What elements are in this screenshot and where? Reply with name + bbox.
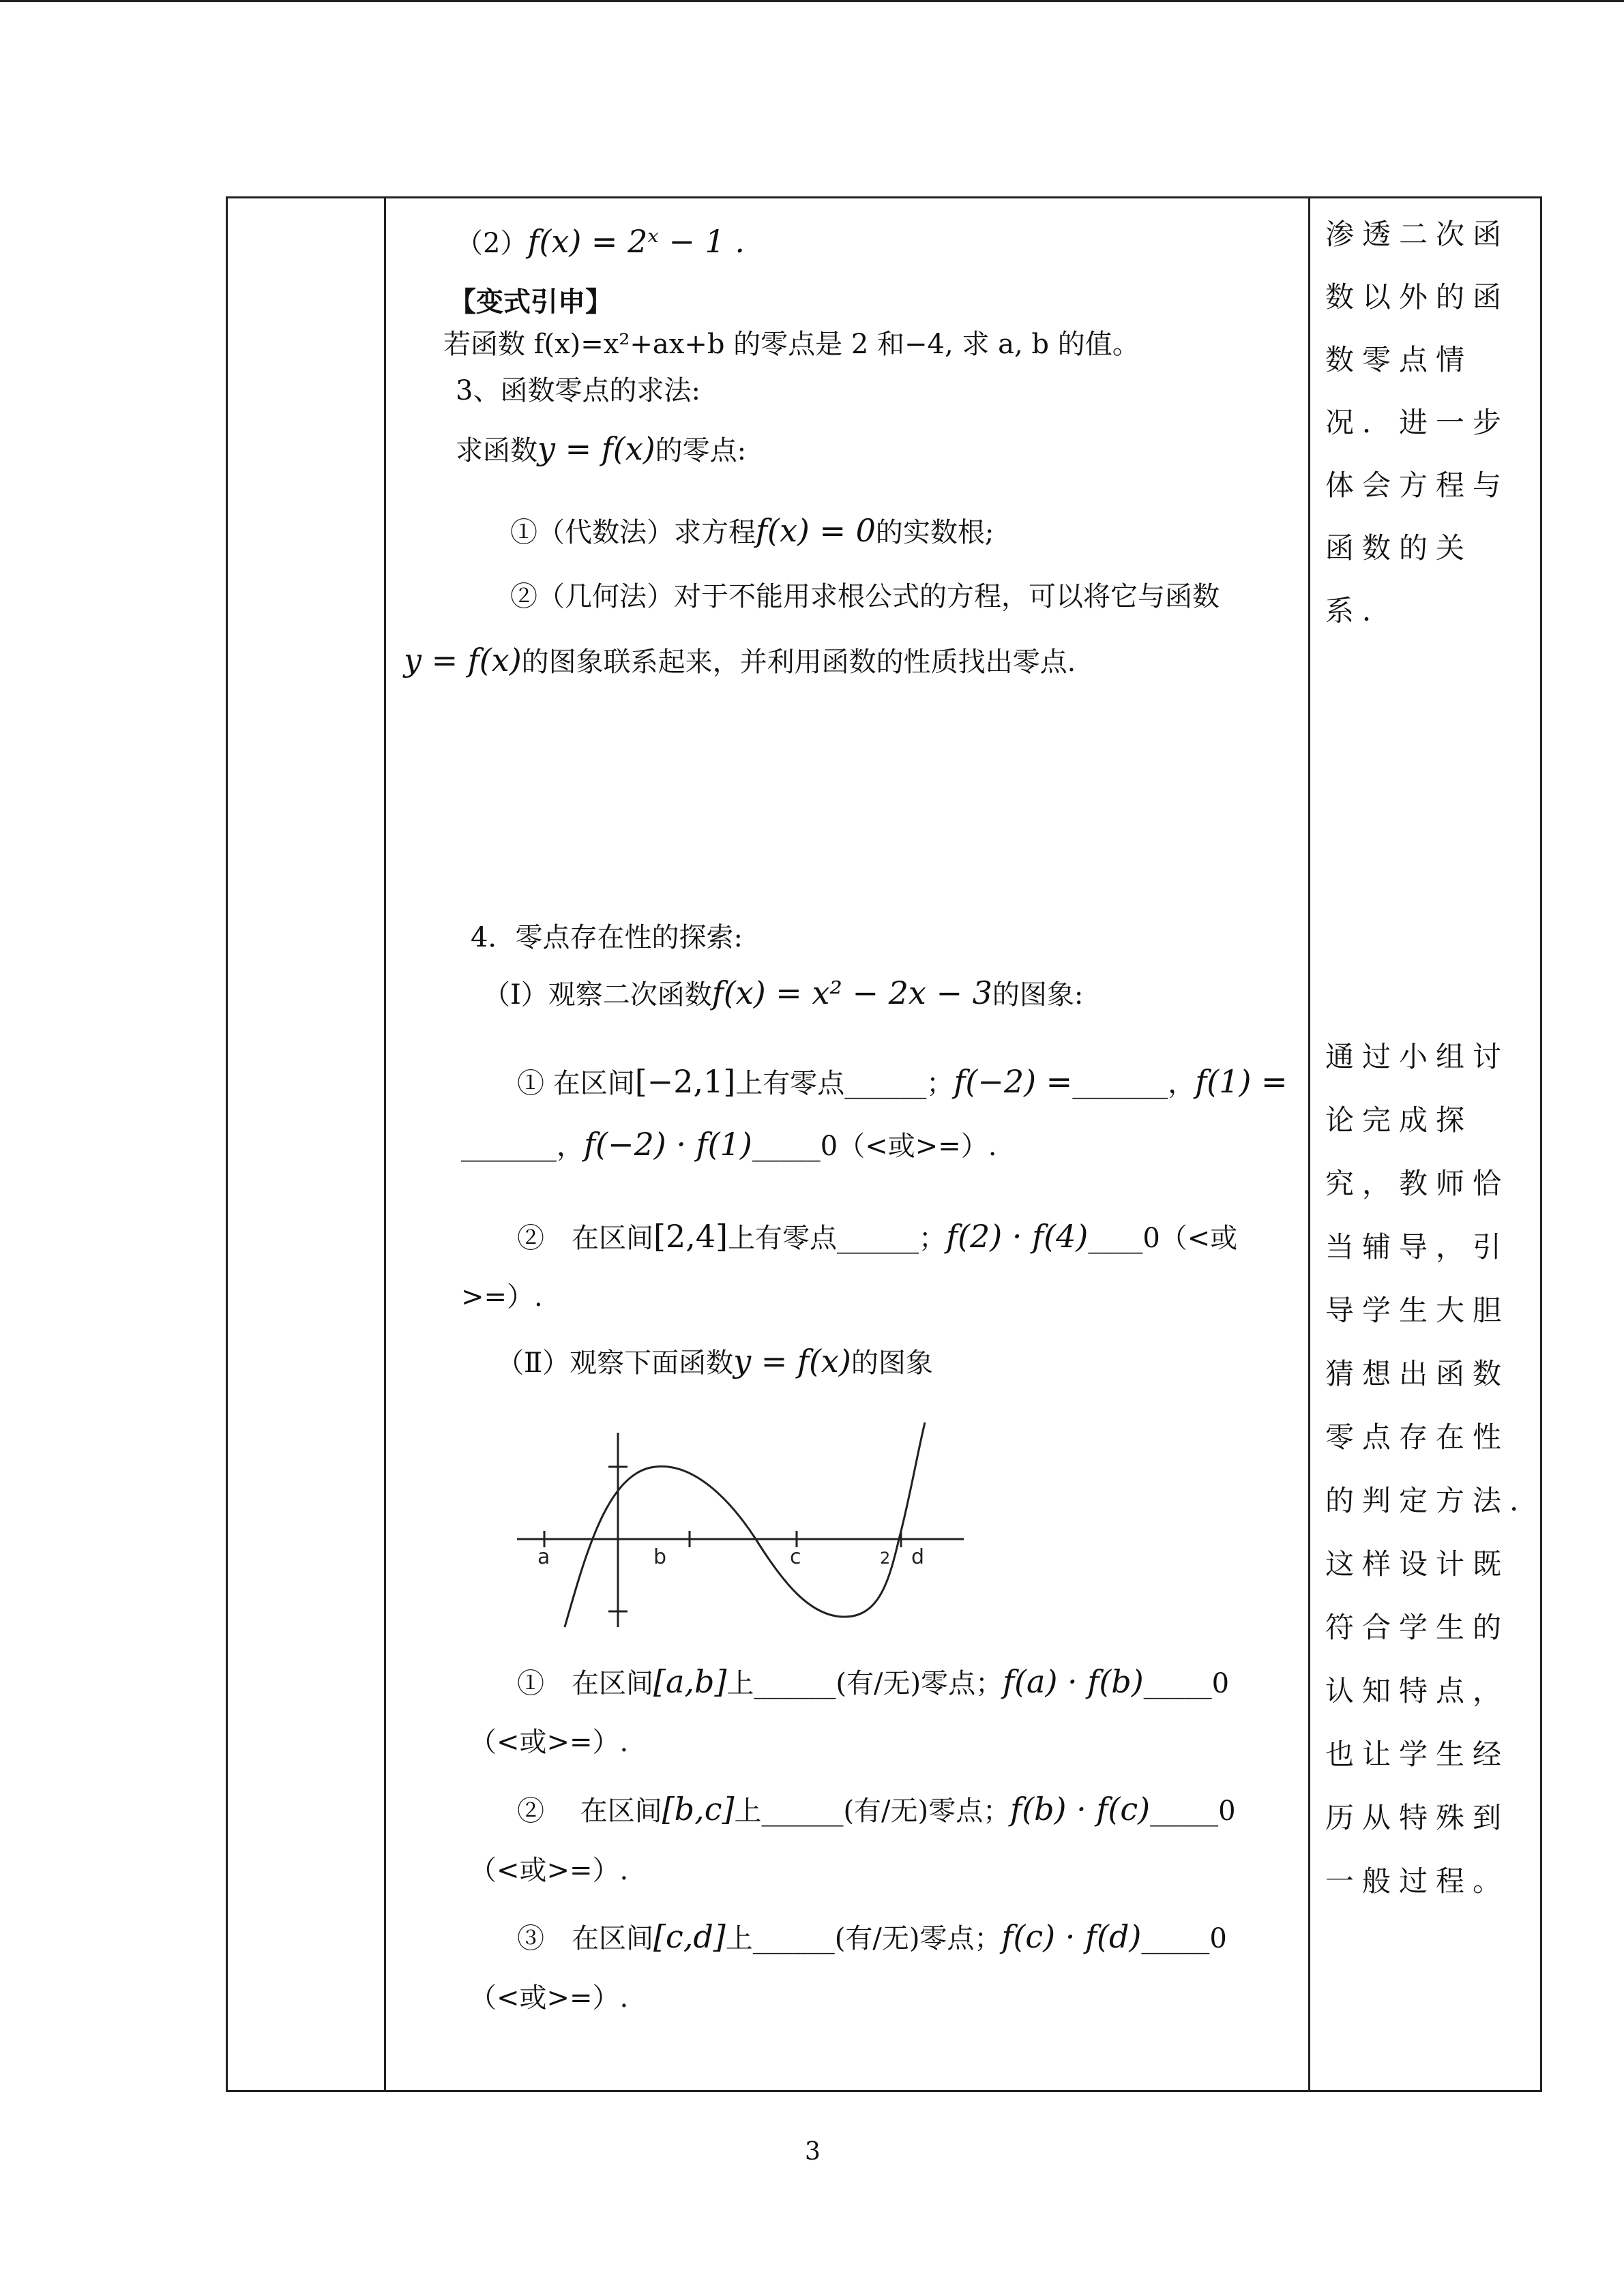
part-2-line: （Ⅱ）观察下面函数y = f(x)的图象 [497,1343,933,1380]
graph-label-c: c [790,1545,801,1569]
r1-interval: [a,b] [653,1663,727,1700]
item-2-formula: f(x) = 2ˣ − 1 . [527,223,745,260]
graph-label-a: a [537,1545,550,1569]
note-2-line: 当辅导，引 [1325,1230,1510,1264]
note-2-line: 一般过程。 [1325,1864,1510,1898]
graph-label-d: d [911,1545,925,1569]
note-2-line: 的判定方法. [1325,1484,1527,1517]
note-2-line: 通过小组讨 [1325,1040,1510,1073]
item-2-label: （2） [456,228,528,259]
row-2-line-2: （<或>=）. [469,1855,629,1886]
row-3-line-1: ③ 在区间[c,d]上______(有/无)零点；f(c) · f(d)_____0 [517,1918,1227,1955]
variant-heading: 【变式引申】 [449,286,612,318]
row-2-line-1: ② 在区间[b,c]上______(有/无)零点；f(b) · f(c)_____0 [517,1791,1236,1828]
intro-formula: y = f(x) [537,430,655,467]
graph-label-b: b [653,1545,667,1569]
top-border-line [0,0,1624,2]
section-3-title: 3、函数零点的求法: [456,375,700,406]
note-2-line: 这样设计既 [1325,1547,1510,1581]
function-graph [517,1419,967,1637]
question-2-line-2: >=）. [461,1281,543,1313]
note-2-line: 猜想出函数 [1325,1357,1510,1390]
r3-product: f(c) · f(d) [1001,1918,1142,1955]
r1-product: f(a) · f(b) [1003,1663,1144,1700]
page-number: 3 [805,2138,821,2166]
item-2-line [456,223,745,260]
note-1-line: 函数的关 [1325,531,1473,565]
question-1-line-2: _______，f(−2) · f(1)_____0（<或>=）. [461,1126,997,1163]
note-2-line: 零点存在性 [1325,1420,1510,1454]
row-3-line-2: （<或>=）. [469,1982,629,2014]
graph-label-2: 2 [880,1549,891,1568]
note-1-line: 况．进一步 [1325,406,1510,439]
note-1-line: 渗透二次函 [1325,218,1510,251]
r2-product: f(b) · f(c) [1010,1791,1151,1828]
main-content-cell [387,198,1308,2090]
note-2-line: 符合学生的 [1325,1611,1510,1644]
q2-interval: [2,4] [653,1218,728,1255]
part-1-formula: f(x) = x² − 2x − 3 [711,974,992,1011]
q1-interval: [−2,1] [634,1063,736,1100]
variant-text: 若函数 f(x)=x²+ax+b 的零点是 2 和−4, 求 a, b 的值。 [443,329,1140,360]
notes-cell [1313,198,1538,2090]
note-2-line: 历从特殊到 [1325,1801,1510,1834]
note-2-line: 认知特点， [1325,1674,1510,1708]
q2-product: f(2) · f(4) [946,1218,1089,1255]
note-2-line: 导学生大胆 [1325,1294,1510,1327]
section-3-intro: 求函数y = f(x)的零点: [456,430,747,467]
part-1-line: （Ⅰ）观察二次函数f(x) = x² − 2x − 3的图象: [483,974,1084,1011]
note-2-line: 究，教师恰 [1325,1167,1510,1200]
column-divider-2 [1308,196,1310,2092]
r2-interval: [b,c] [662,1791,735,1828]
note-1-line: 系． [1325,594,1400,627]
method-2-line-1: ②（几何法）对于不能用求根公式的方程，可以将它与函数 [510,581,1220,612]
note-1-line: 数以外的函 [1325,280,1510,314]
method-1-formula: f(x) = 0 [756,512,876,549]
method-2-line-2: y = f(x)的图象联系起来，并利用函数的性质找出零点. [404,642,1076,679]
section-4-title: 4．零点存在性的探索: [471,922,743,953]
part-2-formula: y = f(x) [733,1343,851,1380]
question-2-line-1: ② 在区间[2,4]上有零点______；f(2) · f(4)____0（<或 [517,1218,1238,1255]
method-2-formula: y = f(x) [404,642,522,679]
note-1-line: 数零点情 [1325,343,1473,376]
note-1-line: 体会方程与 [1325,468,1510,502]
row-1-line-1: ① 在区间[a,b]上______(有/无)零点；f(a) · f(b)_____0 [517,1663,1230,1700]
note-2-line: 论完成探 [1325,1103,1473,1137]
column-divider-1 [384,196,386,2092]
row-1-line-2: （<或>=）. [469,1727,629,1758]
method-1: ①（代数法）求方程f(x) = 0的实数根; [510,512,994,549]
note-2-line: 也让学生经 [1325,1738,1510,1771]
question-1-line-1: ① 在区间[−2,1]上有零点______；f(−2) =_______，f(1) = [517,1063,1288,1100]
r3-interval: [c,d] [653,1918,726,1955]
q1-product: f(−2) · f(1) [584,1126,752,1163]
